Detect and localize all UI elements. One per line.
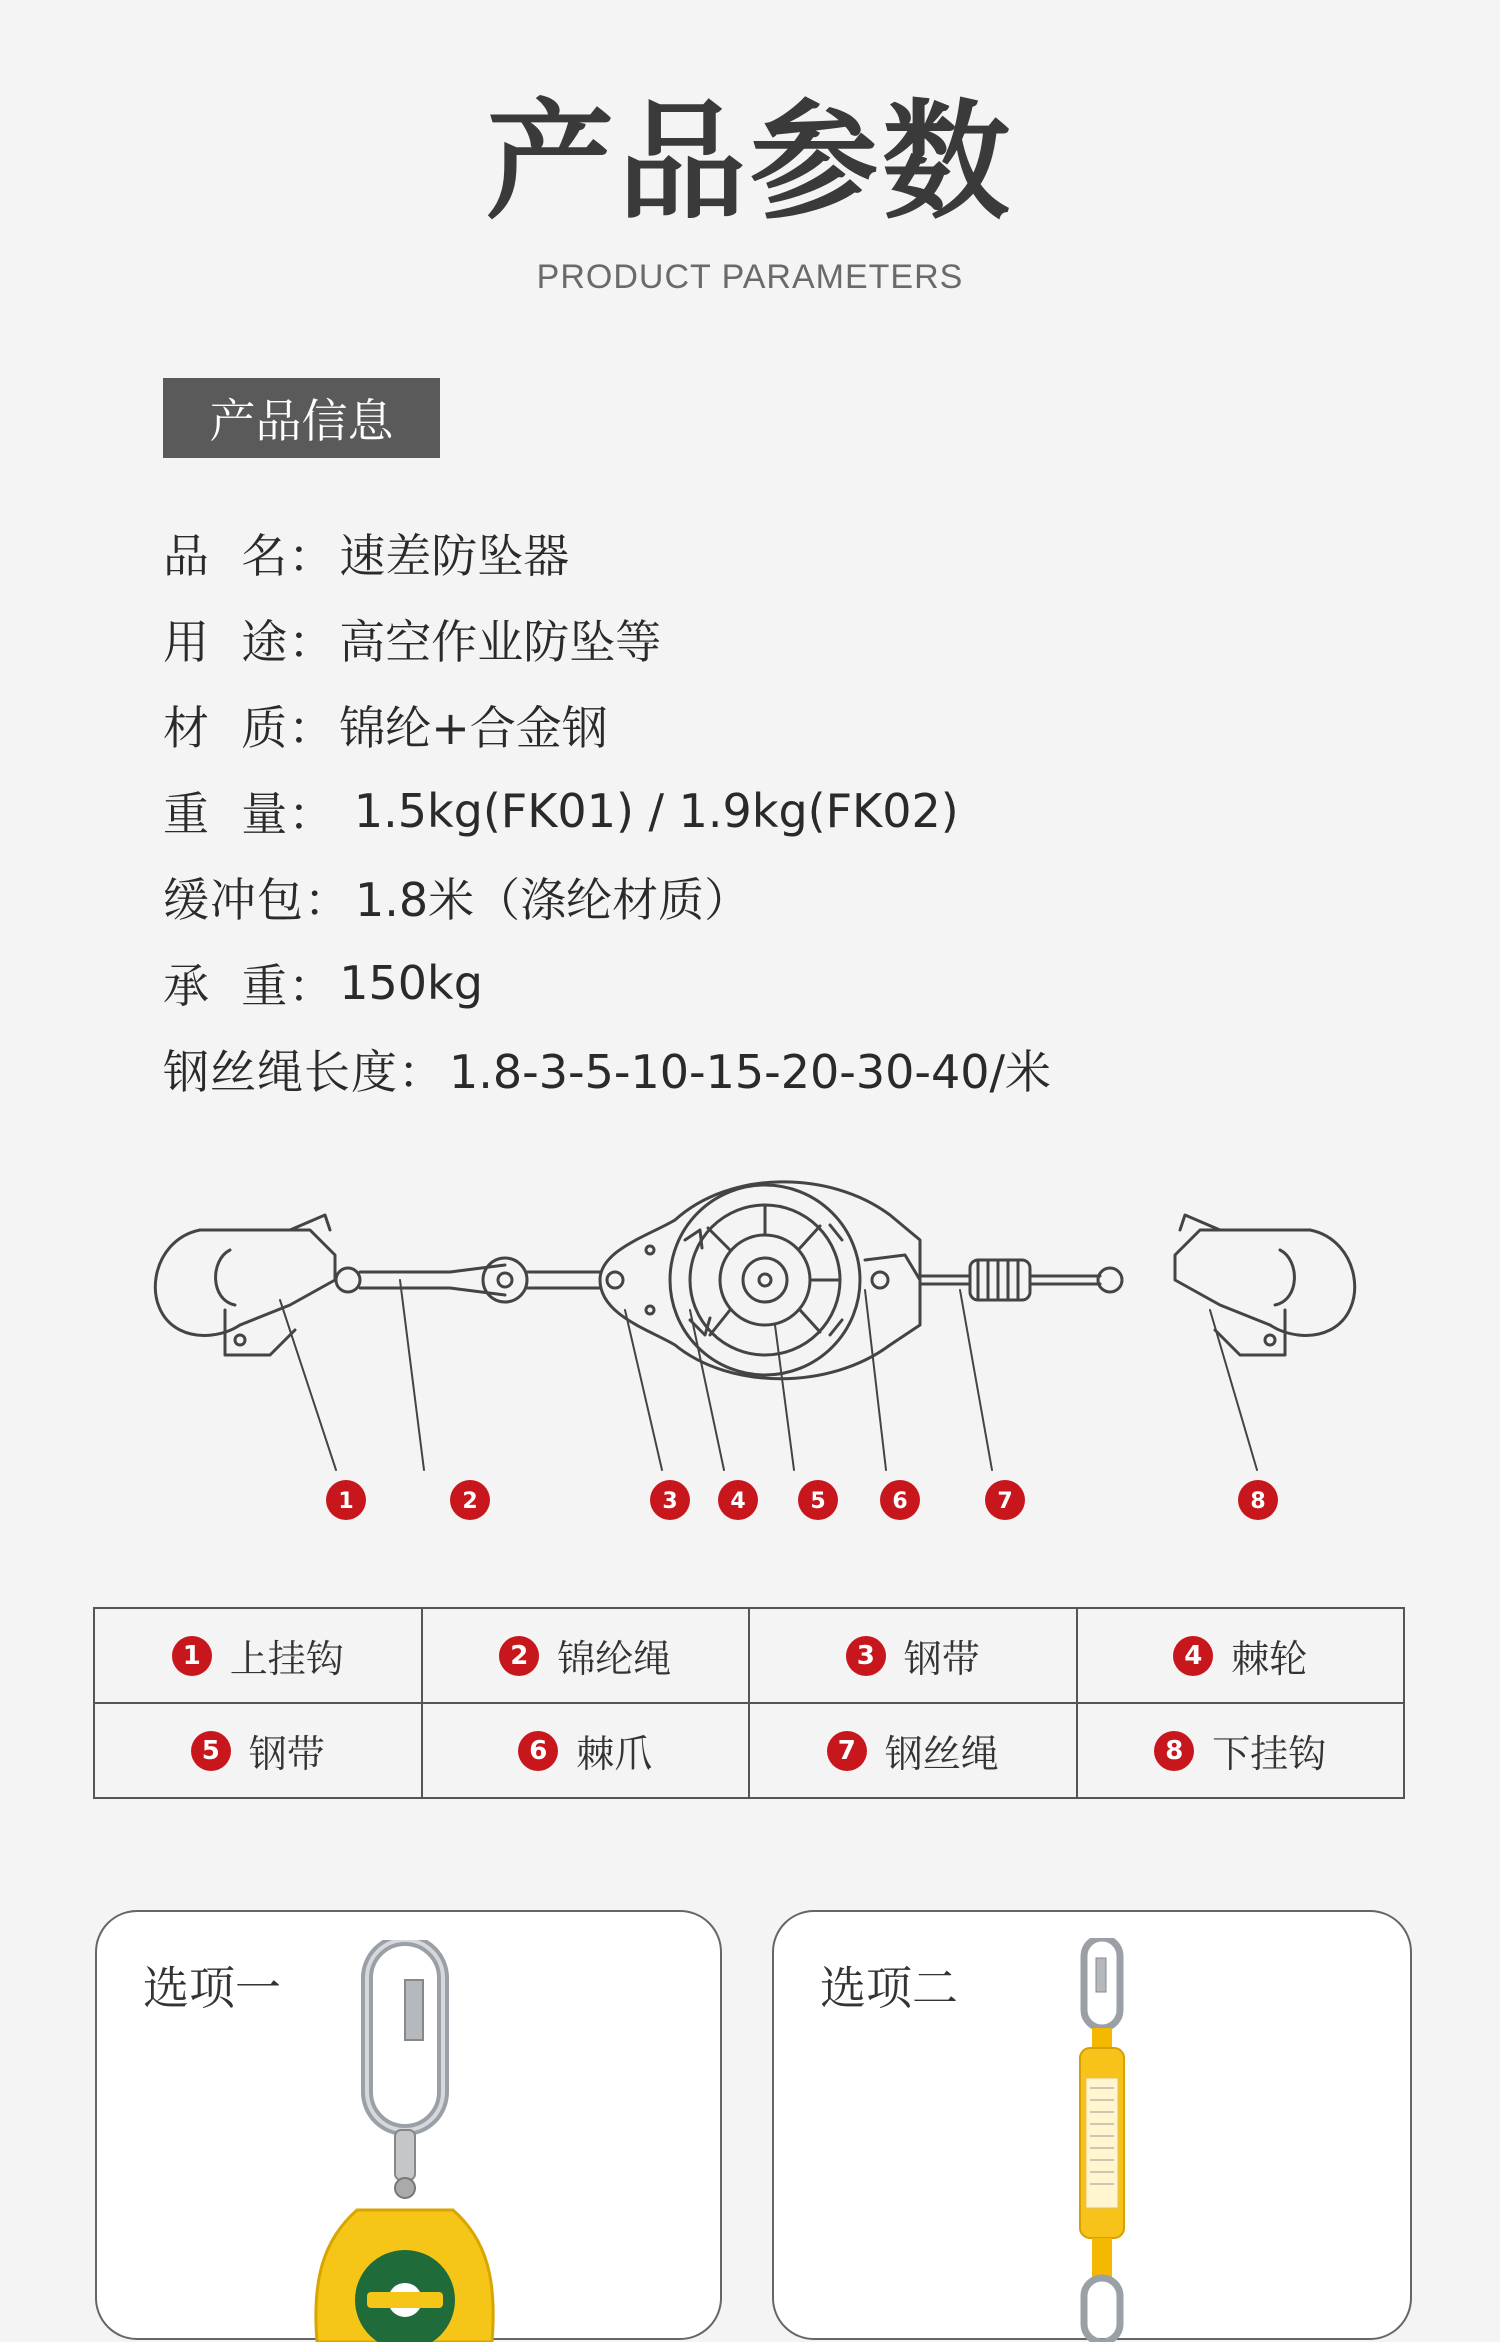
part-cell: [1077, 1703, 1405, 1798]
svg-text:4: 4: [730, 1489, 746, 1514]
svg-text:6: 6: [892, 1489, 908, 1514]
svg-text:5: 5: [810, 1489, 826, 1514]
part-label: 锦纶绳: [557, 1637, 672, 1681]
part-label: 上挂钩: [229, 1637, 344, 1681]
callout-2: [450, 1480, 490, 1520]
info-row-weight: [163, 768, 1051, 854]
option-title: 选项一: [143, 1961, 281, 2015]
svg-text:8: 8: [1250, 1489, 1266, 1514]
parts-table: [93, 1607, 1405, 1799]
part-cell: [422, 1608, 750, 1703]
page-subtitle: PRODUCT PARAMETERS: [536, 258, 964, 296]
option-card-2[interactable]: [772, 1910, 1412, 2340]
info-value: 高空作业防坠等: [339, 615, 662, 669]
part-number-badge: 8: [1154, 1731, 1194, 1771]
product-info-list: [163, 510, 1051, 1112]
info-row-name: [163, 510, 1051, 596]
callout-6: [880, 1480, 920, 1520]
info-value: 1.8-3-5-10-15-20-30-40/米: [449, 1045, 1052, 1099]
part-cell: [749, 1608, 1077, 1703]
info-label: 重 量：: [163, 787, 336, 841]
part-cell: [94, 1608, 422, 1703]
callout-5: [798, 1480, 838, 1520]
part-number-badge: 4: [1173, 1636, 1213, 1676]
info-value: 锦纶+合金钢: [339, 701, 608, 755]
part-cell: [94, 1703, 422, 1798]
info-label: 缓冲包：: [163, 873, 351, 927]
svg-text:2: 2: [462, 1489, 478, 1514]
part-number-badge: 6: [518, 1731, 558, 1771]
info-value: 1.8米（涤纶材质）: [355, 873, 751, 927]
info-label: 承 重：: [163, 959, 336, 1013]
info-label: 材 质：: [163, 701, 336, 755]
info-row-buffer: [163, 854, 1051, 940]
info-row-usage: [163, 596, 1051, 682]
part-number-badge: 5: [191, 1731, 231, 1771]
part-number-badge: 7: [827, 1731, 867, 1771]
part-cell: [1077, 1608, 1405, 1703]
info-value: 150kg: [339, 956, 483, 1010]
part-label: 棘爪: [576, 1732, 653, 1776]
info-row-material: [163, 682, 1051, 768]
page-title: 产品参数: [485, 88, 1014, 237]
part-label: 钢丝绳: [884, 1732, 999, 1776]
table-row: [94, 1608, 1404, 1703]
info-row-cable-length: [163, 1026, 1051, 1112]
svg-text:7: 7: [997, 1489, 1013, 1514]
callout-4: [718, 1480, 758, 1520]
part-label: 棘轮: [1231, 1637, 1308, 1681]
structure-diagram: [130, 1160, 1380, 1540]
callout-8: [1238, 1480, 1278, 1520]
part-label: 钢带: [903, 1637, 980, 1681]
info-row-load: [163, 940, 1051, 1026]
info-label: 品 名：: [163, 529, 336, 583]
callout-3: [650, 1480, 690, 1520]
part-number-badge: 1: [172, 1636, 212, 1676]
svg-text:1: 1: [338, 1489, 354, 1514]
svg-text:3: 3: [662, 1489, 678, 1514]
part-label: 钢带: [248, 1732, 325, 1776]
part-number-badge: 2: [499, 1636, 539, 1676]
info-label: 用 途：: [163, 615, 336, 669]
part-number-badge: 3: [846, 1636, 886, 1676]
part-cell: [749, 1703, 1077, 1798]
shock-absorber-lanyard-image: [1064, 1938, 1144, 2342]
callout-1: [326, 1480, 366, 1520]
part-label: 下挂钩: [1212, 1732, 1327, 1776]
option-card-1[interactable]: [95, 1910, 722, 2340]
section-badge: 产品信息: [163, 378, 440, 458]
info-value: 速差防坠器: [339, 529, 570, 583]
callout-7: [985, 1480, 1025, 1520]
option-title: 选项二: [820, 1961, 958, 2015]
info-label: 钢丝绳长度：: [163, 1045, 445, 1099]
retractable-lifeline-image: [287, 1940, 507, 2342]
part-cell: [422, 1703, 750, 1798]
upper-hook-shape: [155, 1230, 240, 1335]
info-value: 1.5kg(FK01) / 1.9kg(FK02): [339, 784, 959, 838]
table-row: [94, 1703, 1404, 1798]
